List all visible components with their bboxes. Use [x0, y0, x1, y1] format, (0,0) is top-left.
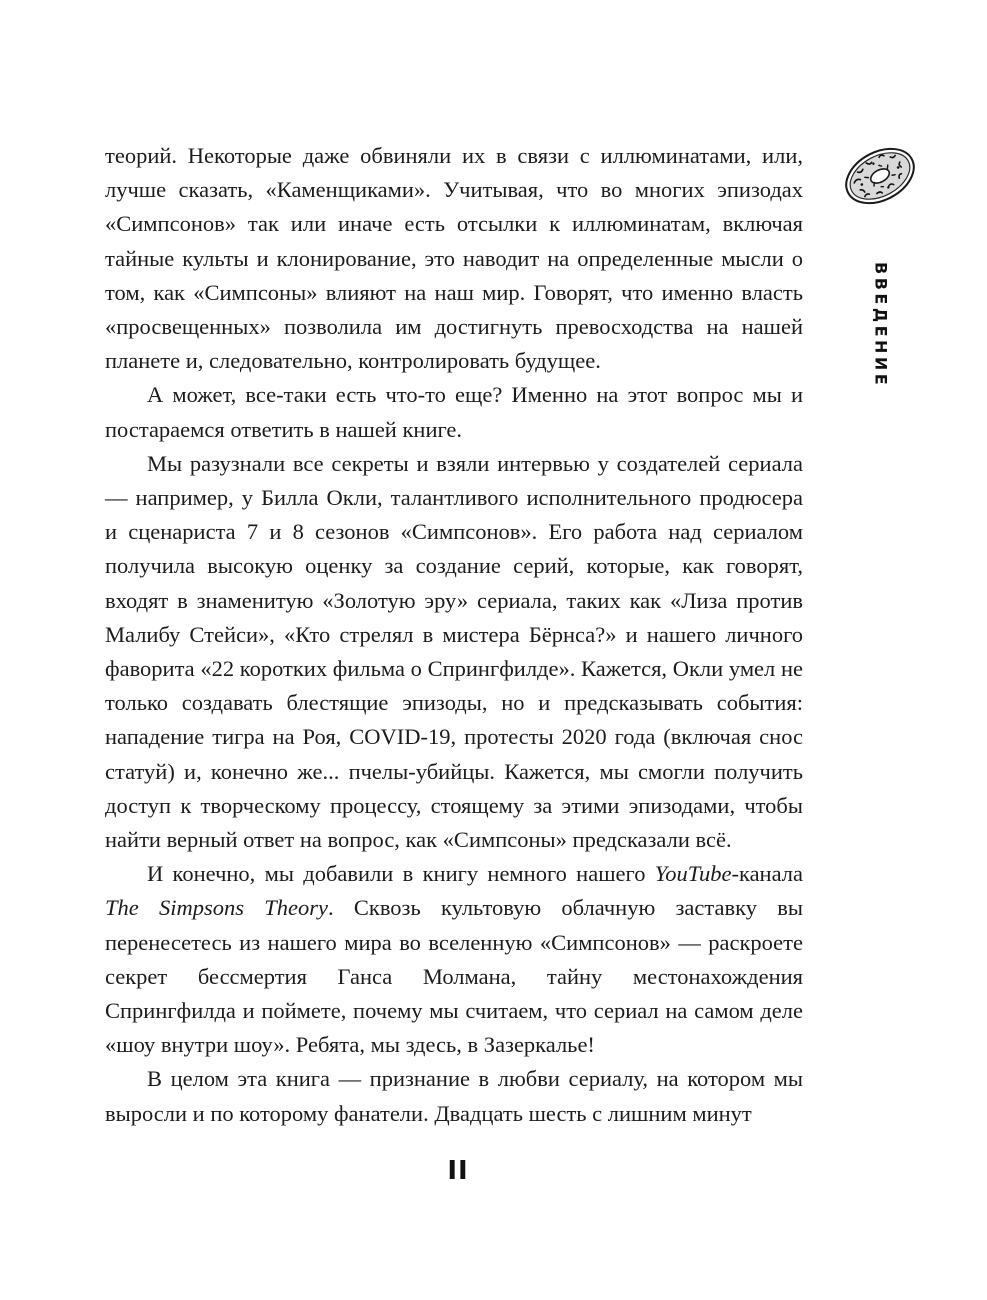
paragraph: А может, все-таки есть что-то еще? Именно на этот вопрос мы и постараемся ответить в нашей книге.: [105, 382, 803, 442]
italic-youtube: YouTube: [654, 861, 732, 887]
paragraph: В целом эта книга — признание в любви сериалу, на котором мы выросли и по которому фанатели. Двадцать шесть с лишним минут: [105, 1066, 803, 1126]
paragraph: И конечно, мы добавили в книгу немного нашего YouTube-канала The Simpsons Theory. Сквозь культовую облачную заставку вы перенесетесь из нашего мира во вселенную «Симпсонов» — раскроете секрет бессмертия Ганса Молмана, тайну местонахождения Спрингфилда и поймете, почему мы считаем, что сериал на самом деле «шоу внутри шоу». Ребята, мы здесь, в Зазеркалье!: [105, 861, 803, 1058]
body-text: [105, 139, 803, 1131]
donut-icon: [840, 140, 920, 212]
paragraph: Мы разузнали все секреты и взяли интервью у создателей сериала — например, у Билла Окли, талантливого исполнительного продюсера и сценариста 7 и 8 сезонов «Симпсонов». Его работа над сериалом получила высокую оценку за создание серий, которые, как говорят, входят в знаменитую «Золотую эру» сериала, таких как «Лиза против Малибу Стейси», «Кто стрелял в мистера Бёрнса?» и нашего личного фаворита «22 коротких фильма о Спрингфилде». Кажется, Окли умел не только создавать блестящие эпизоды, но и предсказывать события: нападение тигра на Роя, COVID-19, протесты 2020 года (включая снос статуй) и, конечно же... пчелы-убийцы. Кажется, мы смогли получить доступ к творческому процессу, стоящему за этими эпизодами, чтобы найти верный ответ на вопрос, как «Симпсоны» предсказали всё.: [105, 450, 803, 853]
paragraph: теорий. Некоторые даже обвиняли их в связи с иллюминатами, или, лучше сказать, «Каменщиками». Учитывая, что во многих эпизодах «Симпсонов» так или иначе есть отсылки к иллюминатам, включая тайные культы и клонирование, это наводит на определенные мысли о том, как «Симпсоны» влияют на наш мир. Говорят, что именно власть «просвещенных» позволила им достигнуть превосходства на нашей планете и, следовательно, контролировать будущее.: [105, 143, 803, 374]
section-label: ВВЕДЕНИЕ: [871, 262, 891, 389]
page-number: II: [447, 1156, 469, 1186]
italic-channel-name: The Simpsons Theory: [105, 895, 329, 921]
